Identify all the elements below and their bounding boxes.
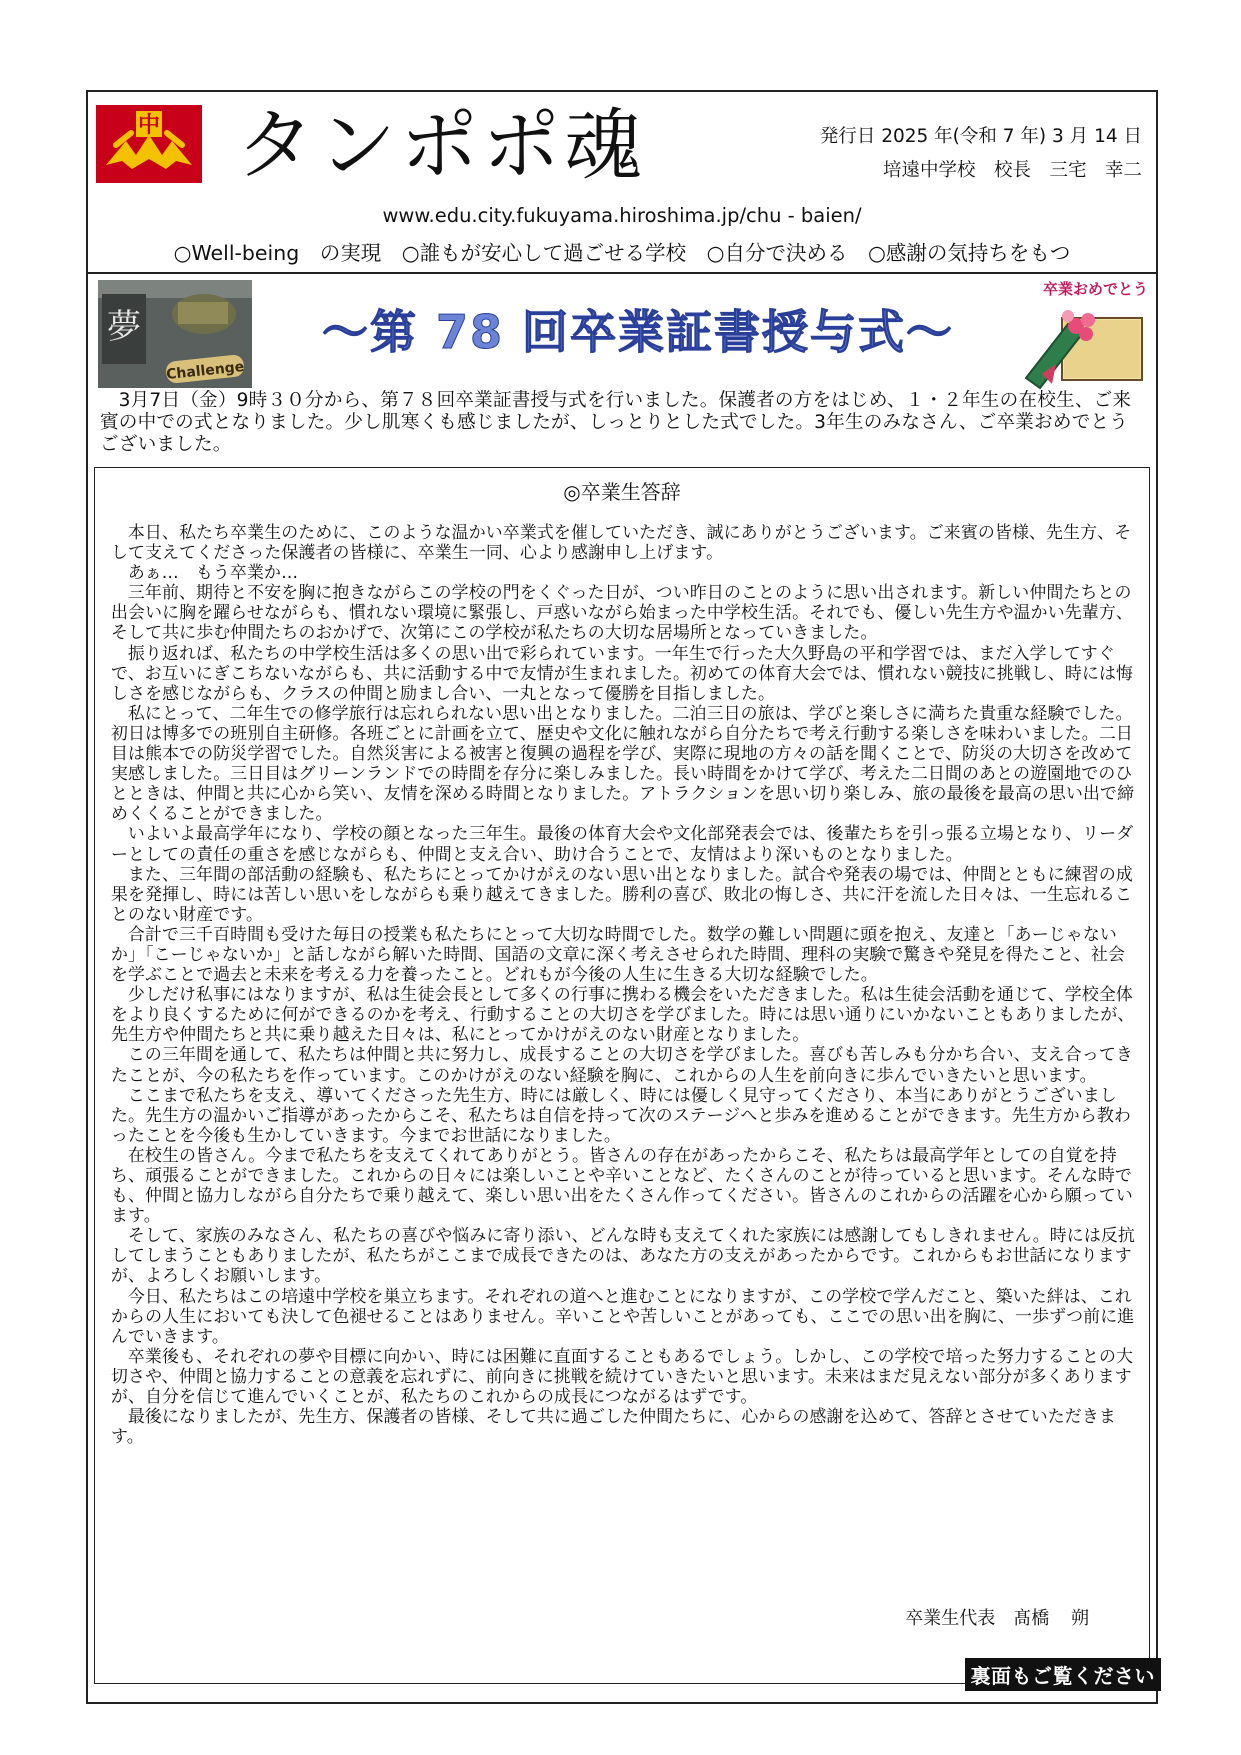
school-goals: ○Well-being の実現 ○誰もが安心して過ごせる学校 ○自分で決める ○感謝の気持ちをもつ	[173, 241, 1071, 265]
newsletter-title: タンポポ魂	[236, 101, 647, 191]
speech-paragraph: 合計で三千百時間も受けた毎日の授業も私たちにとって大切な時間でした。数学の難しい問題に頭を抱え、友達と「あーじゃないか」「こーじゃないか」と話しながら解いた時間、国語の文章に深く考えさせられた時間、理科の実験で驚きや発見を得たこと、社会を学ぶことで過去と未来を考える力を養ったこと。どれもが今後の人生に生きる大切な経験でした。	[111, 923, 1125, 985]
school-emblem-icon	[96, 105, 202, 183]
speech-paragraph: 今日、私たちはこの培遠中学校を巣立ちます。それぞれの道へと進むことになりますが、この学校で学んだこと、築いた絆は、これからの人生においても決して色褪せることはありません。辛いことや苦しいことがあっても、ここでの思い出を胸に、一歩ずつ前に進んでいきます。	[111, 1285, 1135, 1346]
speech-signature: 卒業生代表 髙橋 朔	[905, 1608, 1089, 1629]
author-line: 培遠中学校 校長 三宅 幸二	[882, 160, 1142, 181]
speech-paragraph: いよいよ最高学年になり、学校の顔となった三年生。最後の体育大会や文化部発表会では、後輩たちを引っ張る立場となり、リーダーとしての責任の重さを感じながらも、仲間と支え合い、助け合うことで、友情はより深いものとなりました。	[111, 823, 1134, 864]
speech-paragraph: 本日、私たち卒業生のために、このような温かい卒業式を催していただき、誠にありがとうございます。ご来賓の皆様、先生方、そして支えてくださった保護者の皆様に、卒業生一同、心より感謝申し上げます。	[111, 522, 1132, 563]
emblem-char: 中	[137, 113, 161, 138]
photo-caption: Challenge	[165, 358, 245, 384]
issue-info	[820, 120, 1142, 188]
speech-paragraph: そして、家族のみなさん、私たちの喜びや悩みに寄り添い、どんな時も支えてくれた家族には感謝してもしきれません。時には反抗してしまうこともありましたが、私たちがここまで成長できたのは、あなた方の支えがあったからです。これからもお世話になりますが、よろしくお願いします。	[111, 1225, 1135, 1286]
speech-title: ◎卒業生答辞	[563, 480, 681, 504]
congrats-label: 卒業おめでとう	[1042, 280, 1148, 298]
speech-paragraph: 卒業後も、それぞれの夢や目標に向かい、時には困難に直面することもあるでしょう。しかし、この学校で培った努力することの大切さや、仲間と協力することの意義を忘れずに、前向きに挑戦を続けていきたいと思います。未来はまだ見えない部分が多くありますが、自分を信じて進んでいくことが、私たちのこれからの成長につながるはずです。	[111, 1345, 1134, 1407]
ceremony-headline: ～第 78 回卒業証書授与式～	[321, 305, 955, 359]
ceremony-summary: 3月7日（金）9時３０分から、第７８回卒業証書授与式を行いました。保護者の方をはじめ、１・２年生の在校生、ご来賓の中での式となりました。少し肌寒くも感じましたが、しっとりとした式でした。3年生のみなさん、ご卒業おめでとうございました。	[100, 390, 1132, 455]
photo-kanji: 夢	[107, 307, 141, 347]
school-url: www.edu.city.fukuyama.hiroshima.jp/chu - baien/	[382, 204, 862, 227]
challenge-photo	[98, 280, 252, 388]
speech-paragraph: この三年間を通して、私たちは仲間と共に努力し、成長することの大切さを学びました。喜びも苦しみも分かち合い、支え合ってきたことが、今の私たちを作っています。このかけがえのない経験を胸に、これからの人生を前向きに歩んでいきたいと思います。	[111, 1044, 1133, 1085]
speech-paragraph: 最後になりましたが、先生方、保護者の皆様、そして共に過ごした仲間たちに、心からの感謝を込めて、答辞とさせていただきます。	[111, 1406, 1116, 1447]
speech-paragraph: 振り返れば、私たちの中学校生活は多くの思い出で彩られています。一年生で行った大久野島の平和学習では、まだ入学してすぐで、お互いにぎこちないながらも、共に活動する中で友情が生まれました。初めての体育大会では、慣れない競技に挑戦し、時には悔しさを感じながらも、クラスの仲間と励まし合い、一丸となって優勝を目指しました。	[111, 642, 1134, 703]
speech-paragraph: 在校生の皆さん。今まで私たちを支えてくれてありがとう。皆さんの存在があったからこそ、私たちは最高学年としての自覚を持ち、頑張ることができました。これからの日々には楽しいことや辛いことなど、たくさんのことが待っていると思います。そんな時でも、仲間と協力しながら自分たちで乗り越えて、楽しい思い出をたくさん作ってください。皆さんのこれからの活躍を心から願っています。	[111, 1144, 1133, 1226]
speech-body	[111, 522, 1135, 1446]
issue-date: 発行日 2025 年(令和 7 年) 3 月 14 日	[819, 126, 1142, 147]
speech-paragraph: 三年前、期待と不安を胸に抱きながらこの学校の門をくぐった日が、つい昨日のことのように思い出されます。新しい仲間たちとの出会いに胸を躍らせながらも、慣れない環境に緊張し、戸惑いながら始まった中学校生活。それでも、優しい先生方や温かい先輩方、そして共に歩む仲間たちのおかげで、次第にこの学校が私たちの大切な居場所となっていきました。	[111, 582, 1133, 643]
bouquet-icon	[1022, 304, 1148, 392]
speech-paragraph: また、三年間の部活動の経験も、私たちにとってかけがえのない思い出となりました。試合や発表の場では、仲間とともに練習の成果を発揮し、時には苦しい思いをしながらも乗り越えてきました。勝利の喜び、敗北の悔しさ、共に汗を流した日々は、一生忘れることのない財産です。	[111, 863, 1133, 924]
speech-paragraph: 私にとって、二年生での修学旅行は忘れられない思い出となりました。二泊三日の旅は、学びと楽しさに満ちた貴重な経験でした。初日は博多での班別自主研修。各班ごとに計画を立て、歴史や文化に触れながら自分たちで考え行動する楽しさを味わいました。二日目は熊本での防災学習でした。自然災害による被害と復興の過程を学び、実際に現地の方々の話を聞くことで、防災の大切さを改めて実感しました。三日目はグリーンランドでの時間を存分に楽しみました。長い時間をかけて学び、考えた二日間のあとの遊園地でのひとときは、仲間と共に心から笑い、友情を深める時間となりました。アトラクションを思い切り楽しみ、旅の最後を最高の思い出で締めくくることができました。	[111, 702, 1135, 824]
masthead	[88, 92, 1156, 274]
see-reverse-note: 裏面もご覧ください	[965, 1658, 1162, 1691]
newsletter-frame	[86, 90, 1158, 1704]
speech-paragraph: あぁ… もう卒業か…	[127, 562, 299, 583]
speech-paragraph: 少しだけ私事にはなりますが、私は生徒会長として多くの行事に携わる機会をいただきました。私は生徒会活動を通じて、学校全体をより良くするために何ができるのかを考え、行動することの大切さを学びました。時には思い通りにいかないこともありましたが、先生方や仲間たちと共に乗り越えた日々は、私にとってかけがえのない財産となりました。	[111, 984, 1135, 1045]
speech-paragraph: ここまで私たちを支え、導いてくださった先生方、時には厳しく、時には優しく見守ってくださり、本当にありがとうございました。先生方の温かいご指導があったからこそ、私たちは自信を持って次のステージへと歩みを進めることができます。先生方から教わったことを今後も生かしていきます。今までお世話になりました。	[111, 1084, 1131, 1145]
graduation-speech-box	[94, 467, 1150, 1684]
